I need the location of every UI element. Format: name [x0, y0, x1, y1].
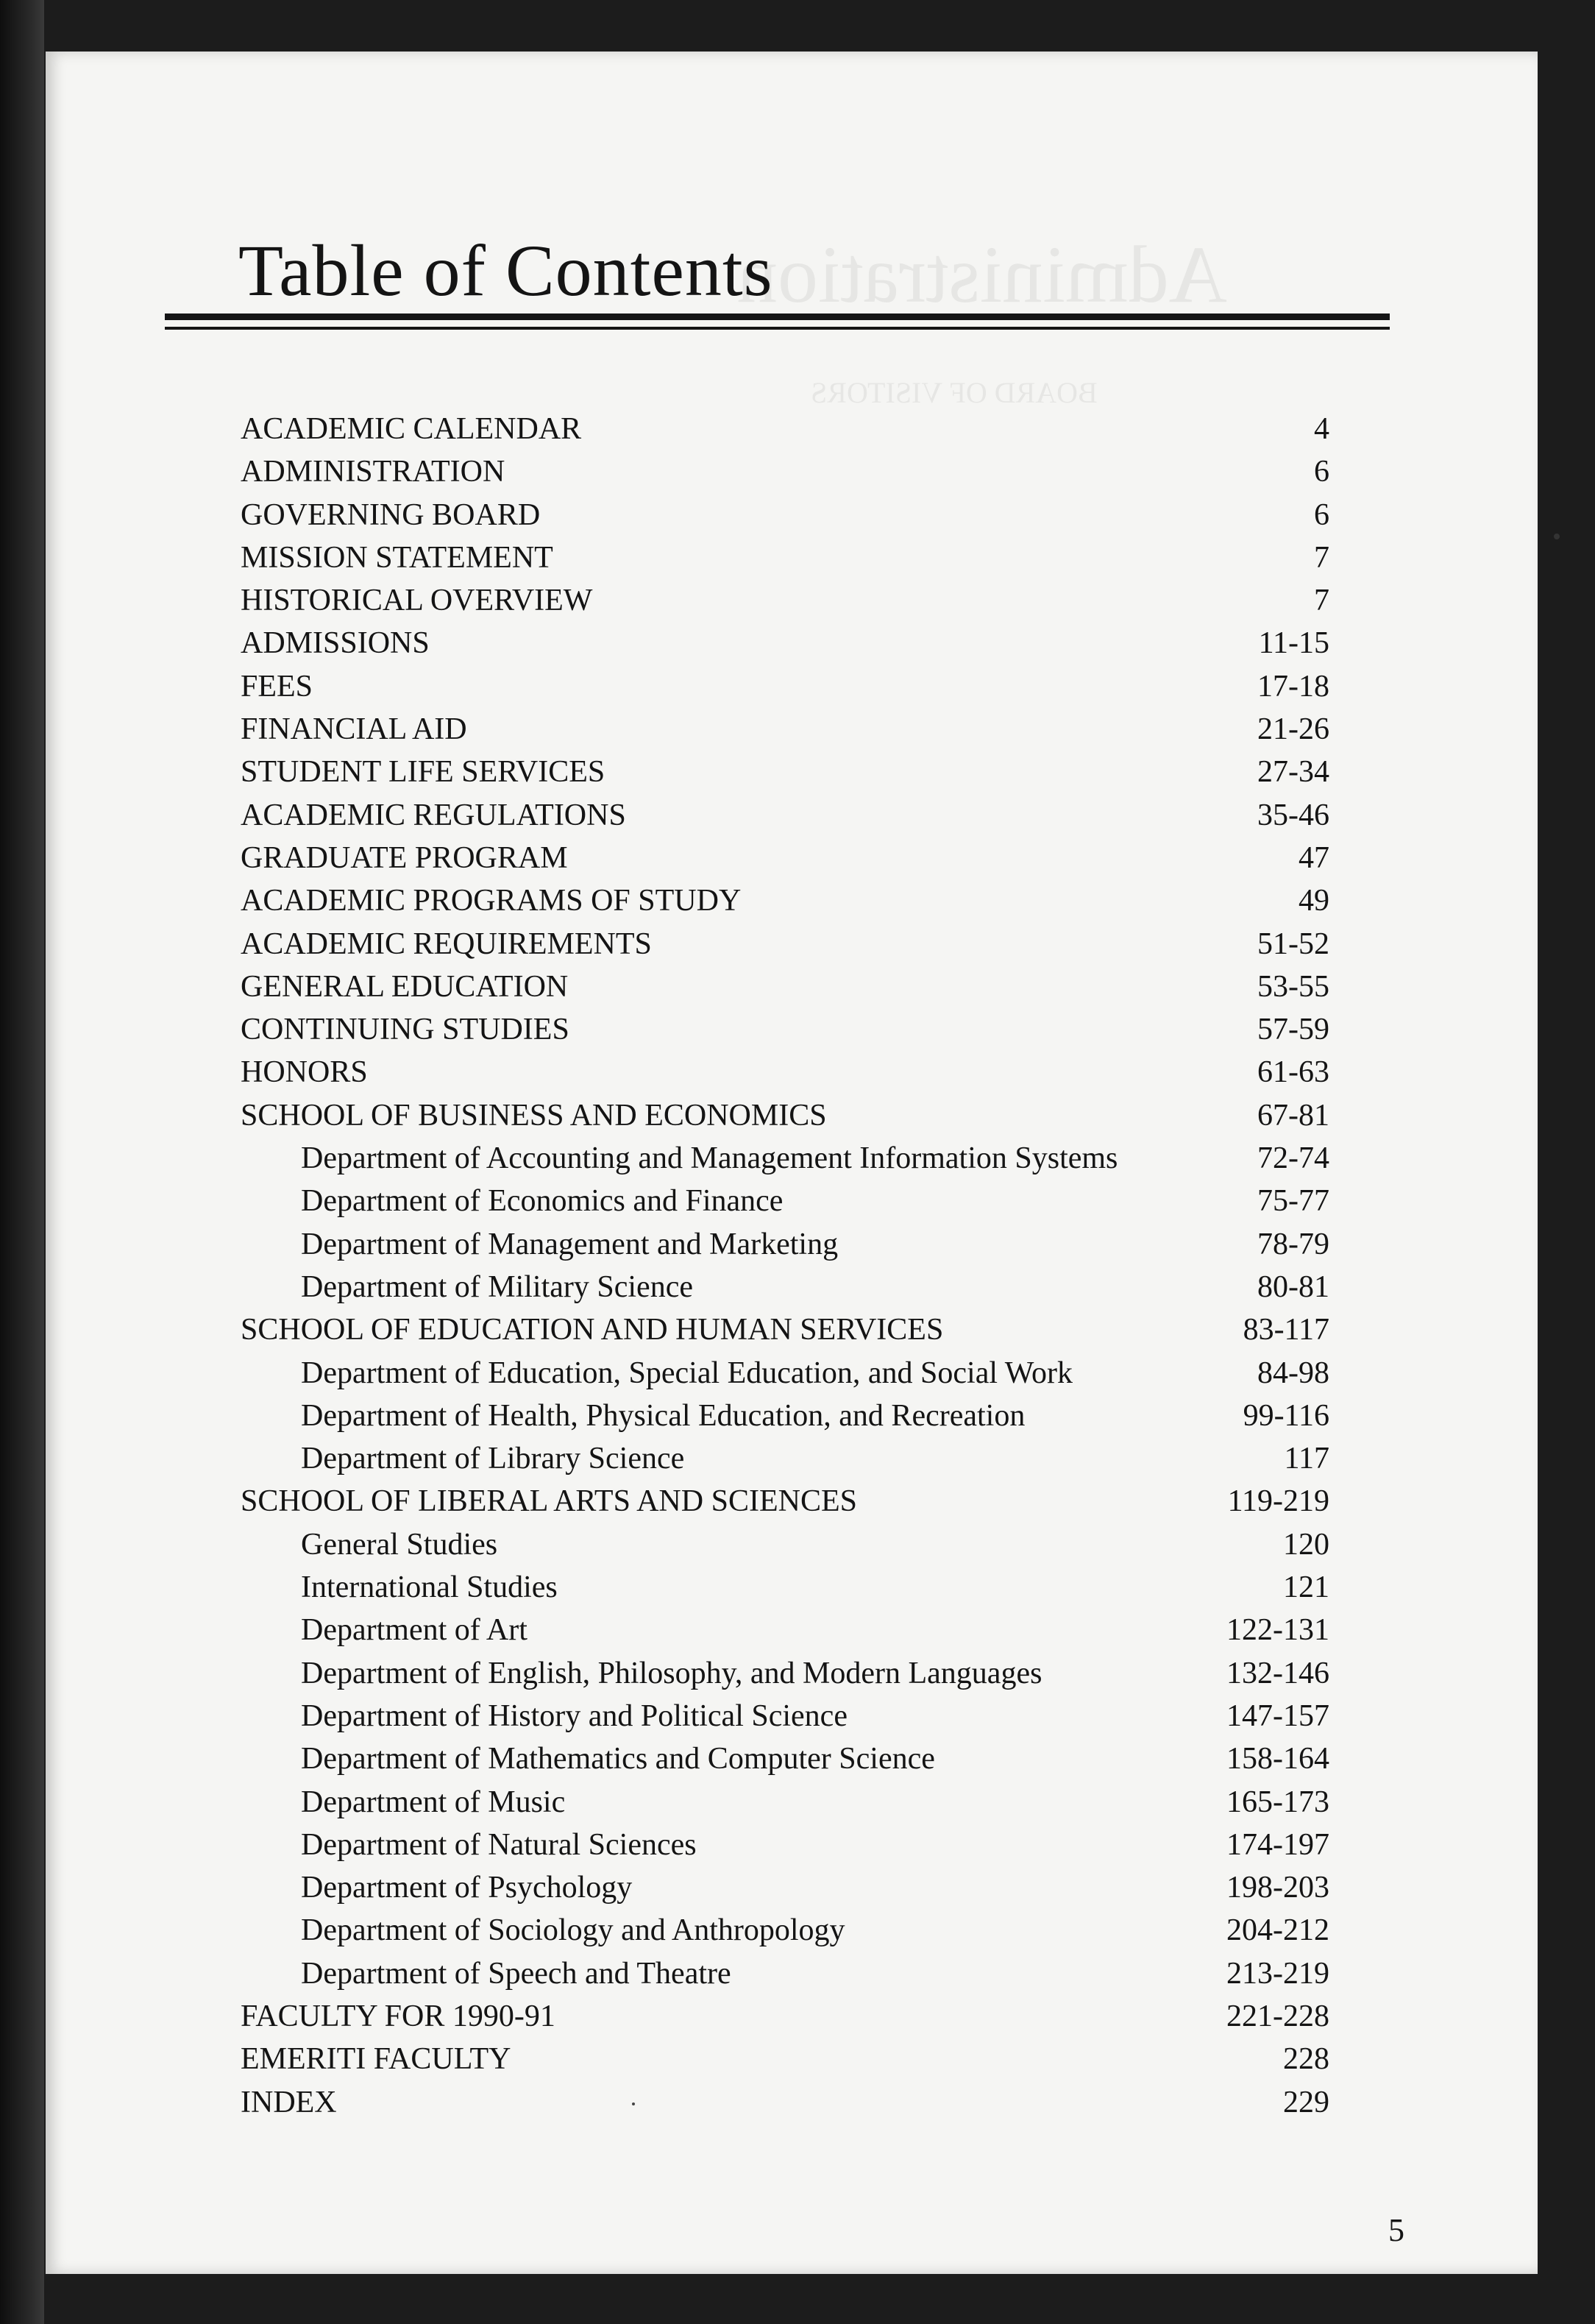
toc-entry-label: Department of Art: [301, 1613, 527, 1648]
toc-entry-label: Department of Economics and Finance: [301, 1184, 784, 1219]
toc-entry-label: General Studies: [301, 1527, 498, 1562]
toc-entry-label: Department of Speech and Theatre: [301, 1956, 731, 1991]
toc-entry-label: GOVERNING BOARD: [241, 497, 541, 532]
toc-entry: [241, 1094, 1329, 1137]
toc-entry-label: Department of Library Science: [301, 1442, 685, 1476]
toc-entry: [241, 923, 1329, 966]
toc-entry-pages: 147-157: [1226, 1698, 1329, 1733]
toc-entry: [241, 622, 1329, 665]
toc-entry: [241, 1008, 1329, 1051]
toc-entry-label: SCHOOL OF BUSINESS AND ECONOMICS: [241, 1098, 827, 1133]
toc-entry-pages: 78-79: [1257, 1227, 1329, 1261]
toc-subentry: [241, 1781, 1329, 1824]
toc-entry-pages: 99-116: [1243, 1398, 1329, 1433]
toc-entry: [241, 966, 1329, 1008]
toc-entry-label: Department of Sociology and Anthropology: [301, 1913, 845, 1948]
toc-entry: [241, 794, 1329, 837]
toc-subentry: [241, 1266, 1329, 1308]
bleed-through-heading: Administration: [737, 230, 1228, 319]
toc-entry-pages: 83-117: [1243, 1313, 1329, 1347]
toc-entry-label: HISTORICAL OVERVIEW: [241, 584, 593, 618]
toc-entry-label: ACADEMIC REQUIREMENTS: [241, 927, 652, 961]
toc-entry-pages: 229: [1283, 2085, 1329, 2119]
toc-entry-pages: 120: [1283, 1527, 1329, 1562]
toc-entry-label: GRADUATE PROGRAM: [241, 840, 568, 875]
page-number: 5: [1388, 2212, 1404, 2248]
toc-entry-pages: 51-52: [1257, 927, 1329, 961]
bleed-through-subheading: BOARD OF VISITORS: [811, 376, 1098, 409]
toc-entry-pages: 67-81: [1257, 1098, 1329, 1133]
toc-subentry: [241, 1352, 1329, 1395]
toc-entry: [241, 1308, 1329, 1351]
toc-entry-label: Department of Education, Special Education, and Social Work: [301, 1356, 1073, 1390]
toc-entry-label: FEES: [241, 669, 313, 704]
toc-entry: [241, 751, 1329, 793]
toc-entry-label: FINANCIAL AID: [241, 712, 467, 747]
toc-entry: [241, 2081, 1329, 2124]
binding-shadow: [0, 0, 44, 2324]
toc-list: [241, 408, 1329, 2124]
toc-entry-pages: 84-98: [1257, 1356, 1329, 1390]
page-title: Table of Contents: [238, 230, 773, 311]
toc-entry-pages: 6: [1314, 497, 1329, 532]
toc-entry-label: ACADEMIC PROGRAMS OF STUDY: [241, 884, 742, 918]
title-rule-thin: [165, 327, 1390, 330]
toc-subentry: [241, 1180, 1329, 1222]
toc-entry-label: Department of Music: [301, 1785, 566, 1819]
toc-entry-pages: 165-173: [1226, 1785, 1329, 1819]
toc-entry-pages: 80-81: [1257, 1269, 1329, 1304]
print-speck: [632, 2102, 635, 2105]
toc-entry: [241, 665, 1329, 708]
toc-entry-label: Department of Psychology: [301, 1871, 633, 1905]
toc-entry-label: Department of Military Science: [301, 1269, 693, 1304]
toc-entry: [241, 879, 1329, 922]
toc-subentry: [241, 1952, 1329, 1995]
toc-entry-label: International Studies: [301, 1570, 558, 1605]
toc-subentry: [241, 1609, 1329, 1651]
document-page: [46, 52, 1538, 2274]
toc-entry-label: Department of Management and Marketing: [301, 1227, 839, 1261]
toc-entry-pages: 61-63: [1257, 1055, 1329, 1090]
toc-entry-pages: 228: [1283, 2042, 1329, 2077]
toc-entry-label: HONORS: [241, 1055, 368, 1090]
toc-entry: [241, 2038, 1329, 2080]
margin-mark: [1554, 534, 1560, 539]
toc-entry-label: ACADEMIC REGULATIONS: [241, 798, 626, 832]
toc-entry-pages: 158-164: [1226, 1742, 1329, 1776]
toc-entry-label: Department of Health, Physical Education, and Recreation: [301, 1398, 1026, 1433]
toc-entry: [241, 536, 1329, 579]
toc-entry-pages: 198-203: [1226, 1871, 1329, 1905]
toc-subentry: [241, 1652, 1329, 1695]
toc-entry-pages: 119-219: [1227, 1484, 1329, 1519]
toc-entry-label: ACADEMIC CALENDAR: [241, 412, 582, 446]
toc-entry-pages: 7: [1314, 540, 1329, 575]
toc-entry-pages: 4: [1314, 412, 1329, 446]
toc-subentry: [241, 1523, 1329, 1566]
toc-entry-label: ADMINISTRATION: [241, 455, 505, 489]
toc-subentry: [241, 1437, 1329, 1480]
toc-entry-pages: 213-219: [1226, 1956, 1329, 1991]
toc-entry-pages: 117: [1284, 1442, 1329, 1476]
toc-subentry: [241, 1866, 1329, 1909]
toc-subentry: [241, 1737, 1329, 1780]
toc-entry-label: SCHOOL OF LIBERAL ARTS AND SCIENCES: [241, 1484, 857, 1519]
toc-entry-pages: 122-131: [1226, 1613, 1329, 1648]
toc-entry: [241, 494, 1329, 536]
toc-entry: [241, 408, 1329, 450]
toc-subentry: [241, 1695, 1329, 1737]
toc-entry-label: INDEX: [241, 2085, 337, 2119]
toc-entry-label: MISSION STATEMENT: [241, 540, 553, 575]
toc-entry-pages: 121: [1283, 1570, 1329, 1605]
toc-entry: [241, 450, 1329, 493]
toc-entry-label: Department of History and Political Science: [301, 1698, 848, 1733]
toc-entry-label: Department of Natural Sciences: [301, 1827, 697, 1862]
toc-entry-label: FACULTY FOR 1990-91: [241, 1999, 555, 2033]
toc-entry-pages: 53-55: [1257, 969, 1329, 1004]
toc-entry: [241, 1051, 1329, 1094]
toc-entry-pages: 132-146: [1226, 1656, 1329, 1690]
toc-entry-label: STUDENT LIFE SERVICES: [241, 755, 605, 790]
toc-entry-label: GENERAL EDUCATION: [241, 969, 569, 1004]
toc-subentry: [241, 1223, 1329, 1266]
toc-entry: [241, 1480, 1329, 1523]
toc-entry: [241, 579, 1329, 622]
toc-entry: [241, 837, 1329, 879]
toc-entry-pages: 221-228: [1226, 1999, 1329, 2033]
toc-entry-label: Department of Accounting and Management Information Systems: [301, 1141, 1118, 1176]
toc-entry-pages: 204-212: [1226, 1913, 1329, 1948]
toc-entry-pages: 35-46: [1257, 798, 1329, 832]
toc-entry-pages: 7: [1314, 584, 1329, 618]
toc-entry-label: EMERITI FACULTY: [241, 2042, 511, 2077]
toc-entry-label: ADMISSIONS: [241, 626, 430, 661]
toc-entry: [241, 708, 1329, 751]
toc-entry-pages: 57-59: [1257, 1013, 1329, 1047]
toc-subentry: [241, 1566, 1329, 1609]
toc-entry-pages: 17-18: [1257, 669, 1329, 704]
toc-entry: [241, 1995, 1329, 2038]
toc-entry-pages: 11-15: [1258, 626, 1329, 661]
toc-entry-pages: 21-26: [1257, 712, 1329, 747]
toc-entry-pages: 49: [1299, 884, 1329, 918]
title-rule-thick: [165, 313, 1390, 320]
toc-subentry: [241, 1824, 1329, 1866]
toc-subentry: [241, 1137, 1329, 1180]
toc-subentry: [241, 1395, 1329, 1437]
toc-subentry: [241, 1909, 1329, 1952]
toc-entry-pages: 72-74: [1257, 1141, 1329, 1176]
toc-entry-pages: 47: [1299, 840, 1329, 875]
toc-entry-pages: 174-197: [1226, 1827, 1329, 1862]
toc-entry-pages: 75-77: [1257, 1184, 1329, 1219]
toc-entry-label: SCHOOL OF EDUCATION AND HUMAN SERVICES: [241, 1313, 944, 1347]
toc-entry-label: CONTINUING STUDIES: [241, 1013, 569, 1047]
toc-entry-pages: 27-34: [1257, 755, 1329, 790]
toc-entry-pages: 6: [1314, 455, 1329, 489]
toc-entry-label: Department of Mathematics and Computer Science: [301, 1742, 935, 1776]
toc-entry-label: Department of English, Philosophy, and Modern Languages: [301, 1656, 1042, 1690]
